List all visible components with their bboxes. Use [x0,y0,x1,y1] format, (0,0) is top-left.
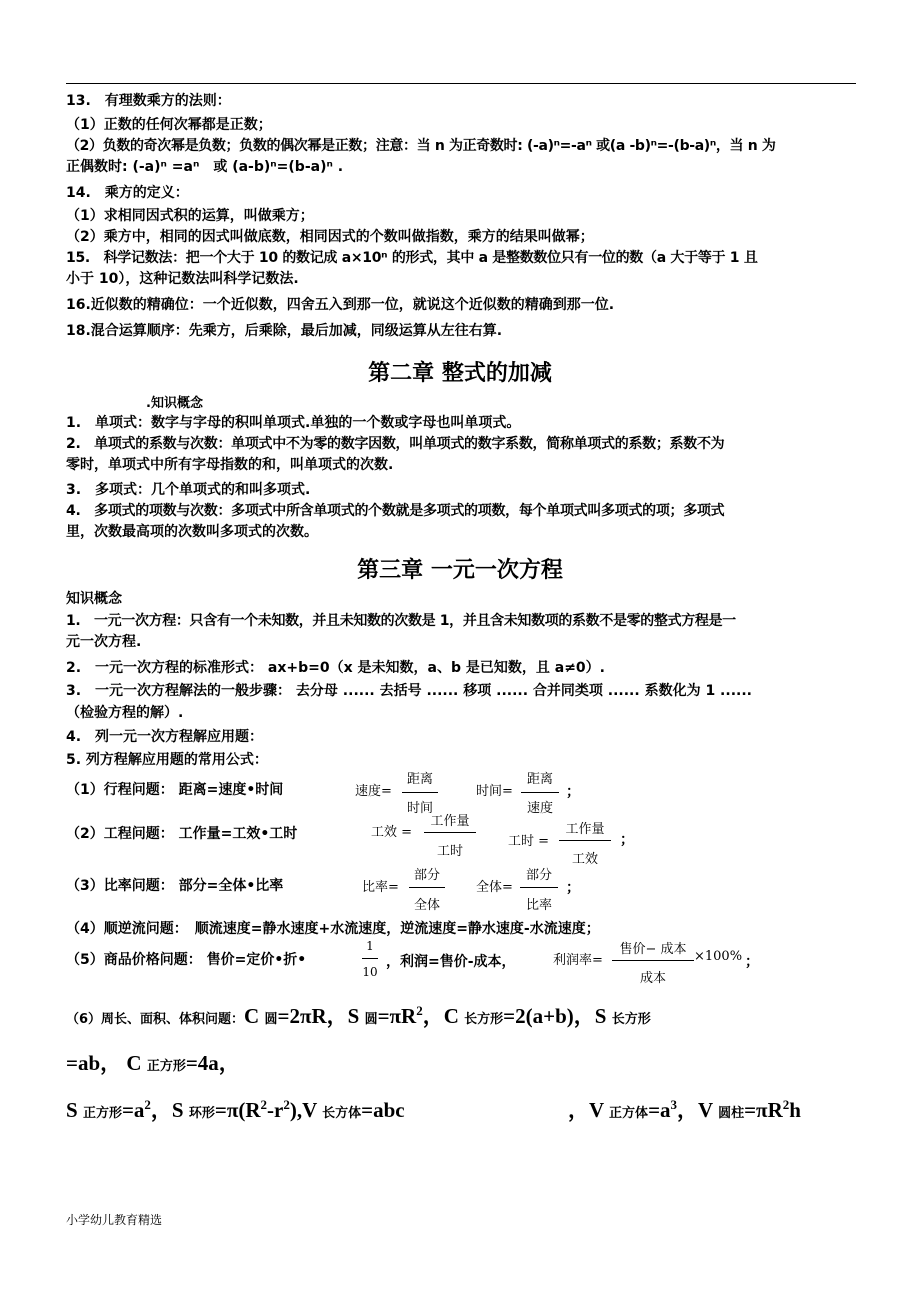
item-13-rule-1: （1）正数的任何次幂都是正数； [66,117,272,133]
formula-profit: ，利润=售价-成本， [386,954,516,970]
profit-rate-numerator: 售价− 成本 [619,942,687,957]
efficiency-lhs: 工效 = [371,825,413,840]
ratio-lhs: 比率= [362,880,399,895]
ch3-item-1: 1. 一元一次方程：只含有一个未知数，并且未知数的次数是 1，并且含未知数项的系数不是零的整式方程是一 [66,613,736,629]
ratio-numerator: 部分 [413,868,440,883]
whole-numerator: 部分 [525,868,552,883]
formula-text: ，V [568,1098,610,1122]
discount-numerator: 1 [366,939,374,953]
formula-work: （2）工程问题： 工作量=工效•工时 [66,826,298,842]
formula-volume-line [568,1094,801,1124]
discount-denominator: 10 [362,965,378,979]
superscript: 2 [260,1097,268,1112]
subscript: 长方形 [464,1012,504,1027]
subscript: 长方形 [611,1012,651,1027]
formula-text: ，S [150,1098,189,1122]
hours-lhs: 工时 = [508,834,550,849]
ch3-item-2: 2. 一元一次方程的标准形式： ax+b=0（x 是未知数，a、b 是已知数，且 a≠0）. [66,660,605,676]
efficiency-denominator: 工时 [436,844,463,859]
formula-text: =2πR，S [277,1004,365,1028]
formula-ratio: （3）比率问题： 部分=全体•比率 [66,878,284,894]
formula-text: =π(R [214,1098,261,1122]
formula-text: ，C [422,1004,465,1028]
subscript: 环形 [188,1106,215,1121]
semicolon: ； [745,954,759,970]
formula-text: =πR [744,1098,783,1122]
ch3-item-5: 5. 列方程解应用题的常用公式： [66,752,268,768]
ratio-fraction [409,864,445,913]
superscript: 2 [782,1097,790,1112]
ratio-denominator: 全体 [413,898,440,913]
profit-rate-tail: ×100% [694,949,743,964]
ch3-item-1-cont: 元一次方程. [66,634,142,650]
time-denominator: 速度 [526,801,553,816]
superscript: 2 [144,1097,151,1112]
semicolon: ； [566,784,580,800]
chapter-3-concept-label: 知识概念 [66,591,122,607]
profit-rate-lhs: 利润率= [553,953,603,968]
discount-fraction [362,939,378,983]
whole-lhs: 全体= [476,880,513,895]
ch2-item-1: 1. 单项式：数字与字母的积叫单项式.单独的一个数或字母也叫单项式。 [66,415,521,431]
hours-fraction [559,818,611,867]
formula-perimeter-line [66,1000,651,1030]
profit-rate-fraction [612,938,694,984]
chapter-2-concept-label: .知识概念 [146,396,203,411]
formula-text: ，V [677,1098,719,1122]
chapter-3-title: 第三章 一元一次方程 [357,558,563,583]
whole-fraction [520,864,558,913]
fraction-bar [402,792,438,793]
formula-text: h [789,1098,801,1122]
fraction-bar [559,840,611,841]
subscript: 正方体 [609,1106,649,1121]
formula-area-line [66,1094,405,1124]
formula-text: =ab， C [66,1051,147,1075]
formula-text: =2(a+b)，S [503,1004,612,1028]
speed-numerator: 距离 [406,772,433,787]
fraction-bar [409,887,445,888]
formula-text: =a [648,1098,671,1122]
superscript: 3 [670,1097,678,1112]
formula-text: =abc [361,1098,405,1122]
whole-denominator: 比率 [525,898,552,913]
ch2-item-2-cont: 零时，单项式中所有字母指数的和，叫单项式的次数. [66,457,394,473]
item-14-def-1: （1）求相同因式积的运算，叫做乘方； [66,208,314,224]
formula-text: -r [267,1098,284,1122]
ch2-item-3: 3. 多项式：几个单项式的和叫多项式. [66,482,311,498]
ch3-item-3: 3. 一元一次方程解法的一般步骤： 去分母 ...... 去括号 ...... 移项 ...... 合并同类项 ...... 系数化为 1 ...... [66,683,752,699]
formula-text: =πR [377,1004,417,1028]
header-rule [66,83,856,84]
subscript: 正方形 [82,1106,122,1121]
page-footer: 小学幼儿教育精选 [66,1213,163,1227]
efficiency-numerator: 工作量 [430,814,470,829]
superscript: 2 [416,1003,423,1018]
speed-denominator: 时间 [406,801,433,816]
formula-text: =a [121,1098,145,1122]
item-13-title: 13. 有理数乘方的法则： [66,93,231,109]
item-18: 18.混合运算顺序：先乘方，后乘除，最后加减，同级运算从左往右算. [66,323,503,339]
formula-price: （5）商品价格问题： 售价=定价•折• [66,952,307,968]
speed-fraction [402,768,438,816]
semicolon: ； [620,832,634,848]
chapter-2-title: 第二章 整式的加减 [368,361,552,386]
superscript: 2 [283,1097,290,1112]
efficiency-fraction [424,810,476,859]
profit-rate-denominator: 成本 [639,971,666,986]
ch3-item-4: 4. 列一元一次方程解应用题： [66,729,264,745]
formula-6-label: （6）周长、面积、体积问题： [66,1012,245,1027]
formula-text: S [66,1098,83,1122]
ch2-item-2: 2. 单项式的系数与次数：单项式中不为零的数字因数，叫单项式的数字系数，简称单项式的系数；系数不为 [66,436,725,452]
item-13-rule-2-cont: 正偶数时: (-a)ⁿ =aⁿ 或 (a-b)ⁿ=(b-a)ⁿ . [66,159,344,175]
item-15-cont: 小于 10），这种记数法叫科学记数法. [66,271,299,287]
hours-numerator: 工作量 [565,822,605,837]
time-lhs: 时间= [476,784,513,799]
semicolon: ； [566,880,580,896]
fraction-bar [520,887,558,888]
subscript: 圆柱 [718,1106,745,1121]
formula-travel: （1）行程问题： 距离=速度•时间 [66,782,284,798]
item-16: 16.近似数的精确位：一个近似数，四舍五入到那一位，就说这个近似数的精确到那一位. [66,297,615,313]
formula-text: =4a， [185,1051,240,1075]
ch3-item-3-cont: （检验方程的解）. [66,705,184,721]
fraction-bar [362,958,378,959]
fraction-bar [521,792,559,793]
subscript: 正方形 [146,1059,186,1074]
ch2-item-4: 4. 多项式的项数与次数：多项式中所含单项式的个数就是多项式的项数，每个单项式叫多项式的项；多项式 [66,503,725,519]
speed-lhs: 速度= [355,784,392,799]
fraction-bar [612,960,694,961]
time-fraction [521,768,559,816]
item-14-def-2: （2）乘方中，相同的因式叫做底数，相同因式的个数叫做指数，乘方的结果叫做幂； [66,229,594,245]
item-14-title: 14. 乘方的定义： [66,185,189,201]
time-numerator: 距离 [526,772,553,787]
formula-square-perimeter-line [66,1047,240,1077]
formula-text: C [244,1004,265,1028]
item-13-rule-2: （2）负数的奇次幂是负数；负数的偶次幂是正数；注意：当 n 为正奇数时: (-a)ⁿ=-aⁿ 或(a -b)ⁿ=-(b-a)ⁿ，当 n 为 [66,138,776,154]
formula-text: ),V [289,1098,323,1122]
formula-current: （4）顺逆流问题： 顺流速度=静水速度+水流速度，逆流速度=静水速度-水流速度； [66,921,600,937]
subscript: 圆 [264,1012,278,1027]
subscript: 圆 [364,1012,378,1027]
item-15: 15. 科学记数法：把一个大于 10 的数记成 a×10ⁿ 的形式，其中 a 是整数数位只有一位的数（a 大于等于 1 且 [66,250,758,266]
hours-denominator: 工效 [571,852,598,867]
ch2-item-4-cont: 里，次数最高项的次数叫多项式的次数。 [66,524,318,540]
fraction-bar [424,832,476,833]
subscript: 长方体 [322,1106,362,1121]
